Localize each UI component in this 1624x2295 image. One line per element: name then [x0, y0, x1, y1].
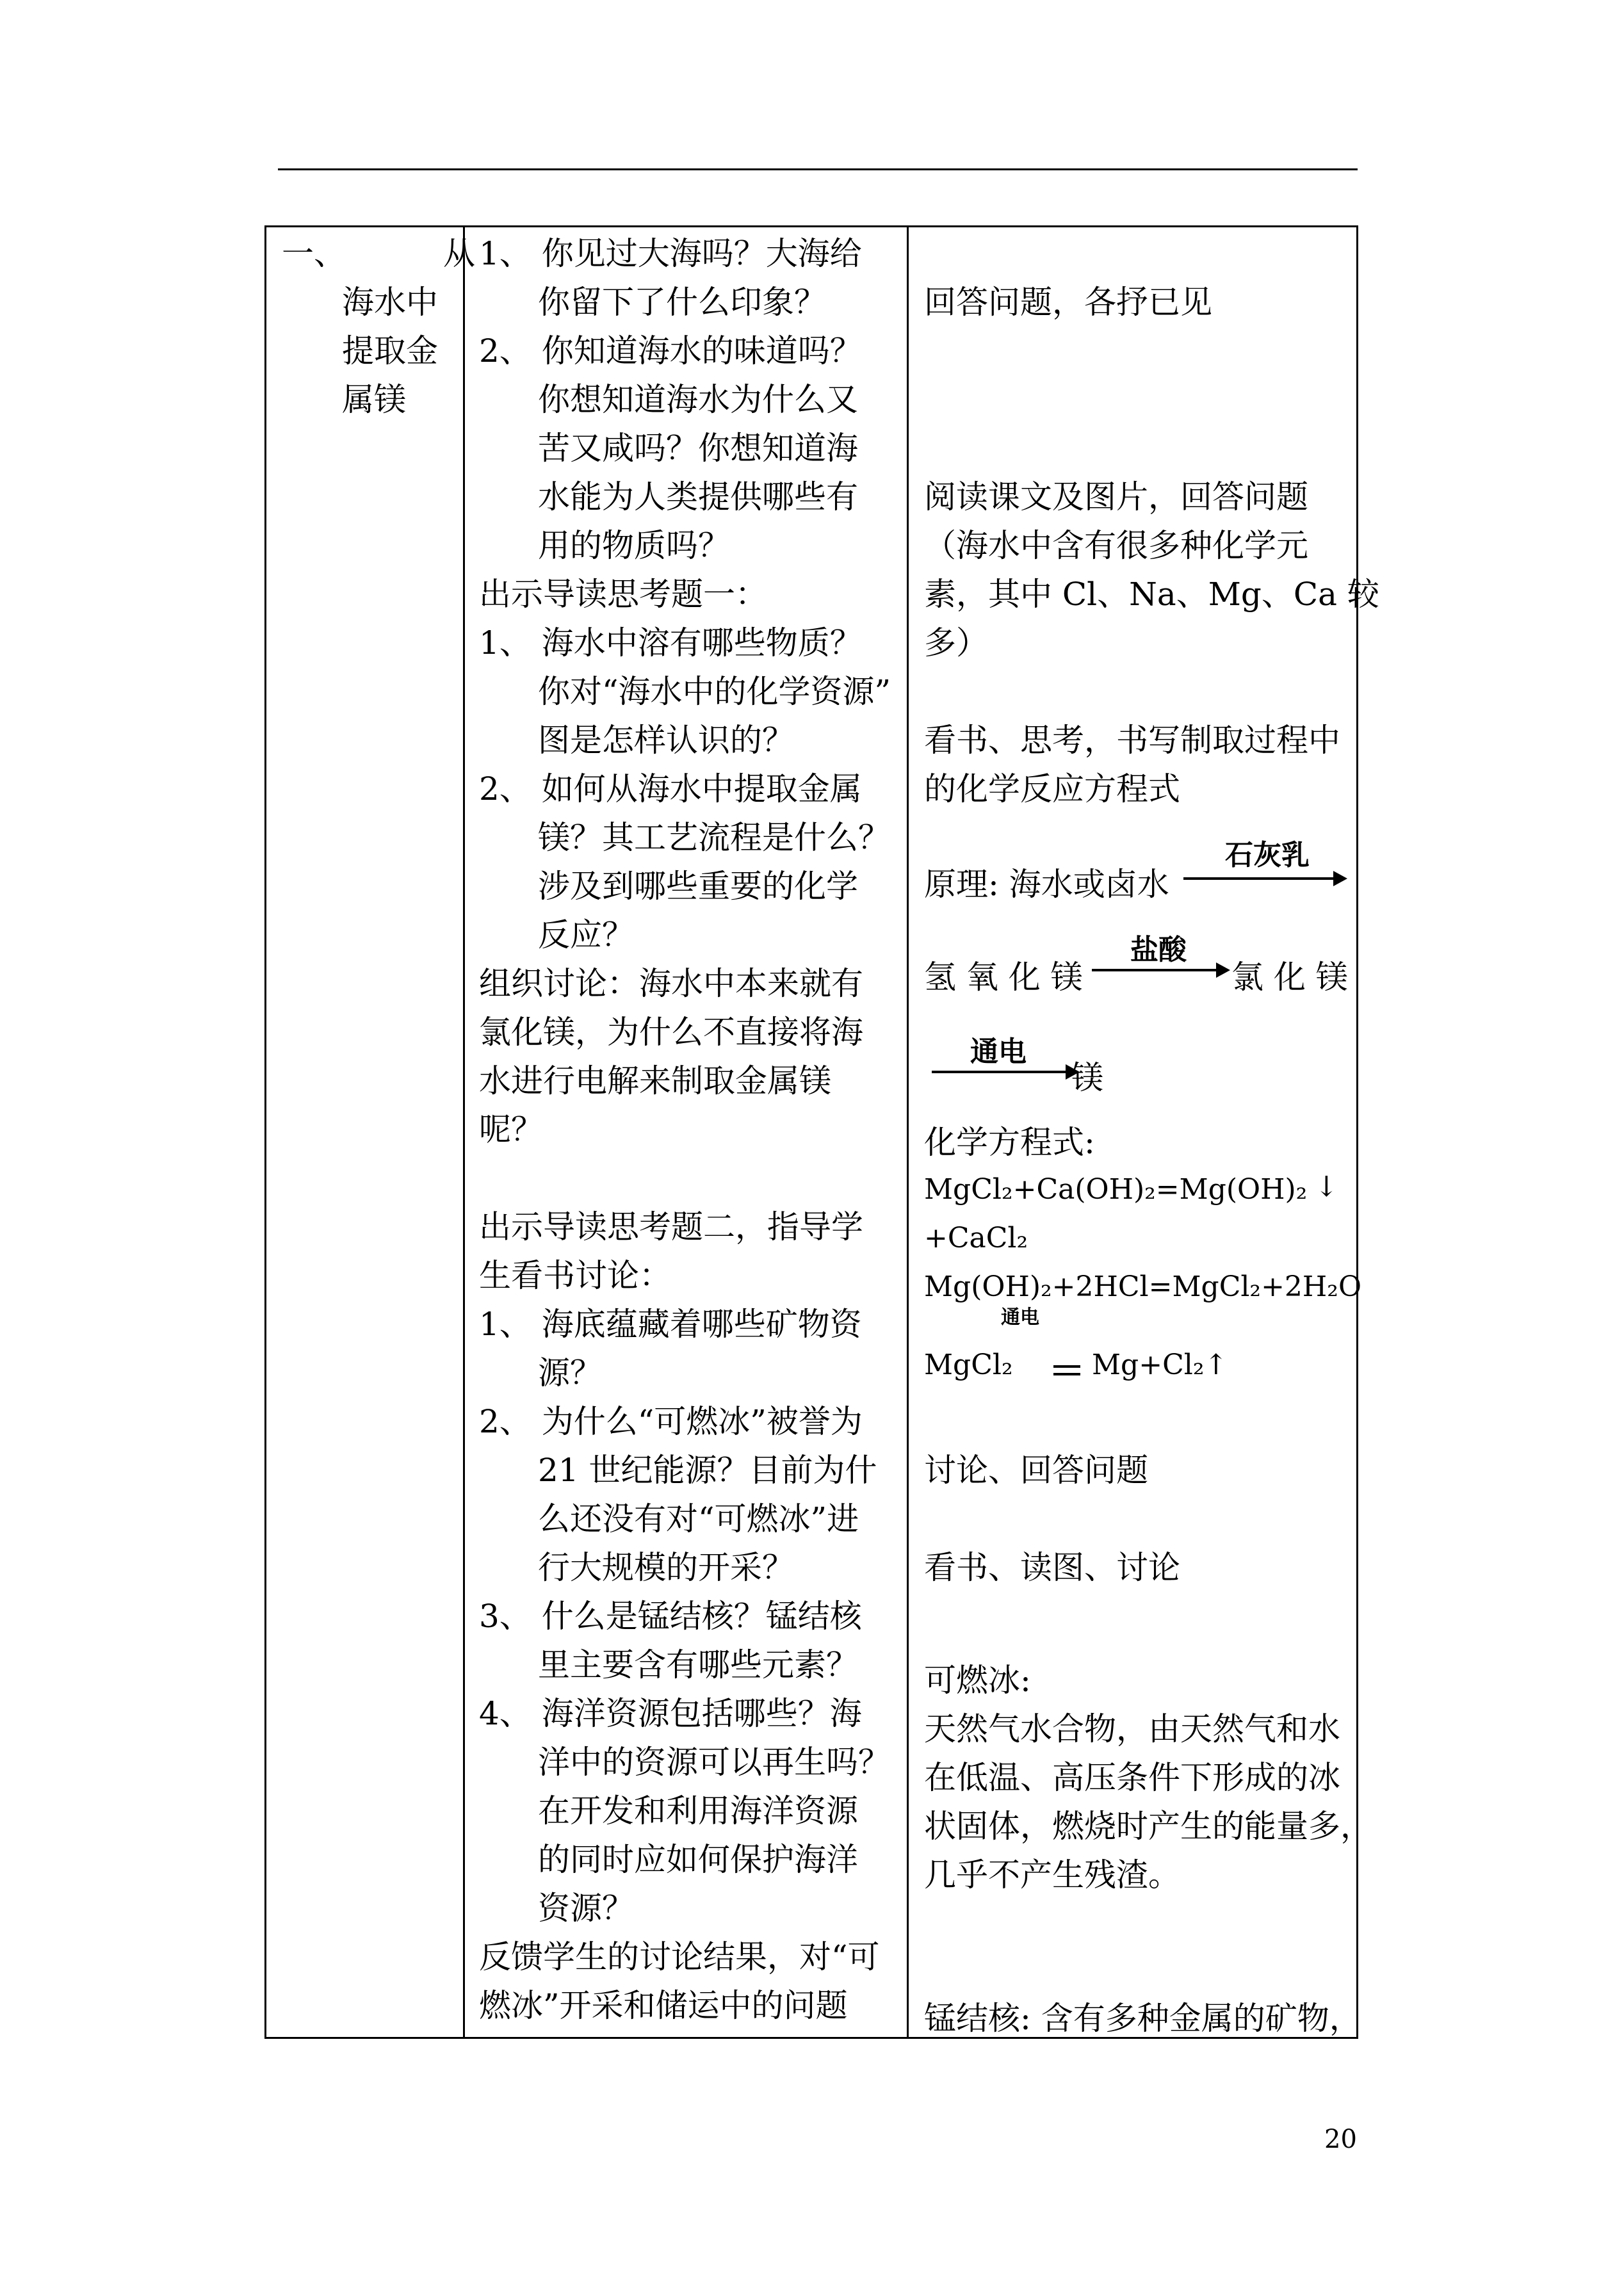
ice-text: 在低温、高压条件下形成的冰 [924, 1759, 1340, 1796]
page-number: 20 [1324, 2125, 1357, 2154]
section-heading-line: 从 [443, 235, 475, 272]
question-2: 2、 你知道海水的味道吗？ [479, 332, 862, 369]
guide-2-item-3: 3、 什么是锰结核？锰结核 [479, 1598, 862, 1635]
discussion-text: 呢？ [479, 1111, 543, 1148]
question-2-cont: 苦又咸吗？你想知道海 [538, 430, 858, 467]
question-2-cont: 用的物质吗？ [538, 527, 730, 564]
guide-2-item-3-cont: 里主要含有哪些元素？ [538, 1646, 858, 1683]
guide-1-item-2-cont: 反应？ [538, 916, 634, 953]
guide-1-item-2-cont: 镁？其工艺流程是什么？ [538, 819, 890, 856]
column-divider-1 [463, 225, 465, 2039]
ice-title: 可燃冰: [924, 1662, 1031, 1699]
answer-text: 回答问题，各抒已见 [924, 284, 1212, 321]
mg-hydroxide-text: 氢 氧 化 镁 [924, 959, 1083, 996]
question-1-cont: 你留下了什么印象？ [538, 284, 826, 321]
guide-2-item-4-cont: 在开发和利用海洋资源 [538, 1792, 858, 1829]
guide-1-item-1: 1、 海水中溶有哪些物质？ [479, 624, 862, 661]
ice-text: 状固体，燃烧时产生的能量多， [924, 1808, 1372, 1845]
hcl-label: 盐酸 [1130, 934, 1187, 966]
guide-1-item-1-cont: 图是怎样认识的？ [538, 722, 794, 759]
reading-text: 阅读课文及图片，回答问题 [924, 478, 1308, 515]
feedback-text: 反馈学生的讨论结果，对“可 [479, 1938, 880, 1975]
guide-heading-2-cont: 生看书讨论： [479, 1257, 671, 1294]
guide-2-item-2-cont: 么还没有对“可燃冰”进 [538, 1500, 859, 1537]
header-rule [278, 168, 1358, 170]
section-number: 一、 [282, 235, 346, 272]
guide-1-item-2-cont: 涉及到哪些重要的化学 [538, 868, 858, 905]
reaction-arrow-1 [1183, 877, 1344, 880]
discuss-text: 讨论、回答问题 [924, 1452, 1148, 1489]
guide-2-item-2-cont: 21 世纪能源？目前为什 [538, 1452, 877, 1489]
column-divider-2 [907, 225, 909, 2039]
book-text: 的化学反应方程式 [924, 770, 1180, 807]
magnesium-text: 镁 [1071, 1059, 1103, 1096]
guide-1-item-2: 2、 如何从海水中提取金属 [479, 770, 862, 807]
guide-2-item-4-cont: 资源？ [538, 1890, 634, 1927]
guide-2-item-4: 4、 海洋资源包括哪些？海 [479, 1695, 862, 1732]
reaction-arrow-3 [932, 1071, 1076, 1073]
discussion-text: 氯化镁，为什么不直接将海 [479, 1014, 863, 1051]
equation-2: Mg(OH)₂+2HCl=MgCl₂+2H₂O [924, 1270, 1362, 1303]
equals-sign-icon [1053, 1365, 1080, 1375]
guide-2-item-1-cont: 源？ [538, 1354, 602, 1391]
section-heading-line: 海水中 [342, 284, 438, 321]
electrolysis-label: 通电 [970, 1035, 1027, 1068]
reading-text: （海水中含有很多种化学元 [924, 527, 1308, 564]
guide-2-item-2-cont: 行大规模的开采？ [538, 1549, 794, 1586]
equation-1-cont: +CaCl₂ [924, 1222, 1028, 1254]
ice-text: 天然气水合物，由天然气和水 [924, 1710, 1340, 1748]
mg-chloride-text: 氯 化 镁 [1231, 959, 1348, 996]
nodule-text: 锰结核: 含有多种金属的矿物， [924, 2000, 1361, 2037]
section-heading-line: 属镁 [342, 381, 406, 418]
lime-label: 石灰乳 [1225, 839, 1310, 872]
guide-2-item-1: 1、 海底蕴藏着哪些矿物资 [479, 1306, 862, 1343]
discussion-text: 组织讨论：海水中本来就有 [479, 965, 863, 1002]
equation-3-left: MgCl₂ [924, 1349, 1013, 1381]
guide-heading-1: 出示导读思考题一： [479, 576, 767, 613]
precipitate-arrow: ↓ [1315, 1171, 1338, 1203]
book-text: 看书、思考，书写制取过程中 [924, 722, 1340, 759]
equation-3-right: Mg+Cl₂↑ [1092, 1349, 1228, 1381]
guide-2-item-4-cont: 洋中的资源可以再生吗？ [538, 1744, 890, 1781]
discussion-text: 水进行电解来制取金属镁 [479, 1062, 831, 1099]
section-heading-line: 提取金 [342, 332, 438, 369]
equation-1: MgCl₂+Ca(OH)₂=Mg(OH)₂ [924, 1173, 1308, 1206]
guide-heading-2: 出示导读思考题二，指导学 [479, 1208, 863, 1245]
question-2-cont: 你想知道海水为什么又 [538, 381, 858, 418]
reading-text: 多） [924, 624, 988, 661]
guide-2-item-4-cont: 的同时应如何保护海洋 [538, 1841, 858, 1878]
reading-text: 素，其中 Cl、Na、Mg、Ca 较 [924, 576, 1379, 613]
read-map-text: 看书、读图、讨论 [924, 1549, 1180, 1586]
question-2-cont: 水能为人类提供哪些有 [538, 478, 858, 515]
guide-2-item-2: 2、 为什么“可燃冰”被誉为 [479, 1403, 863, 1440]
principle-text: 原理: 海水或卤水 [924, 866, 1169, 903]
question-1: 1、 你见过大海吗？大海给 [479, 235, 862, 272]
equation-3-condition: 通电 [1001, 1306, 1039, 1329]
feedback-text: 燃冰”开采和储运中的问题 [479, 1987, 848, 2024]
reaction-arrow-2 [1092, 969, 1226, 971]
ice-text: 几乎不产生残渣。 [924, 1856, 1180, 1894]
equation-title: 化学方程式: [924, 1124, 1095, 1161]
guide-1-item-1-cont: 你对“海水中的化学资源” [538, 673, 891, 710]
